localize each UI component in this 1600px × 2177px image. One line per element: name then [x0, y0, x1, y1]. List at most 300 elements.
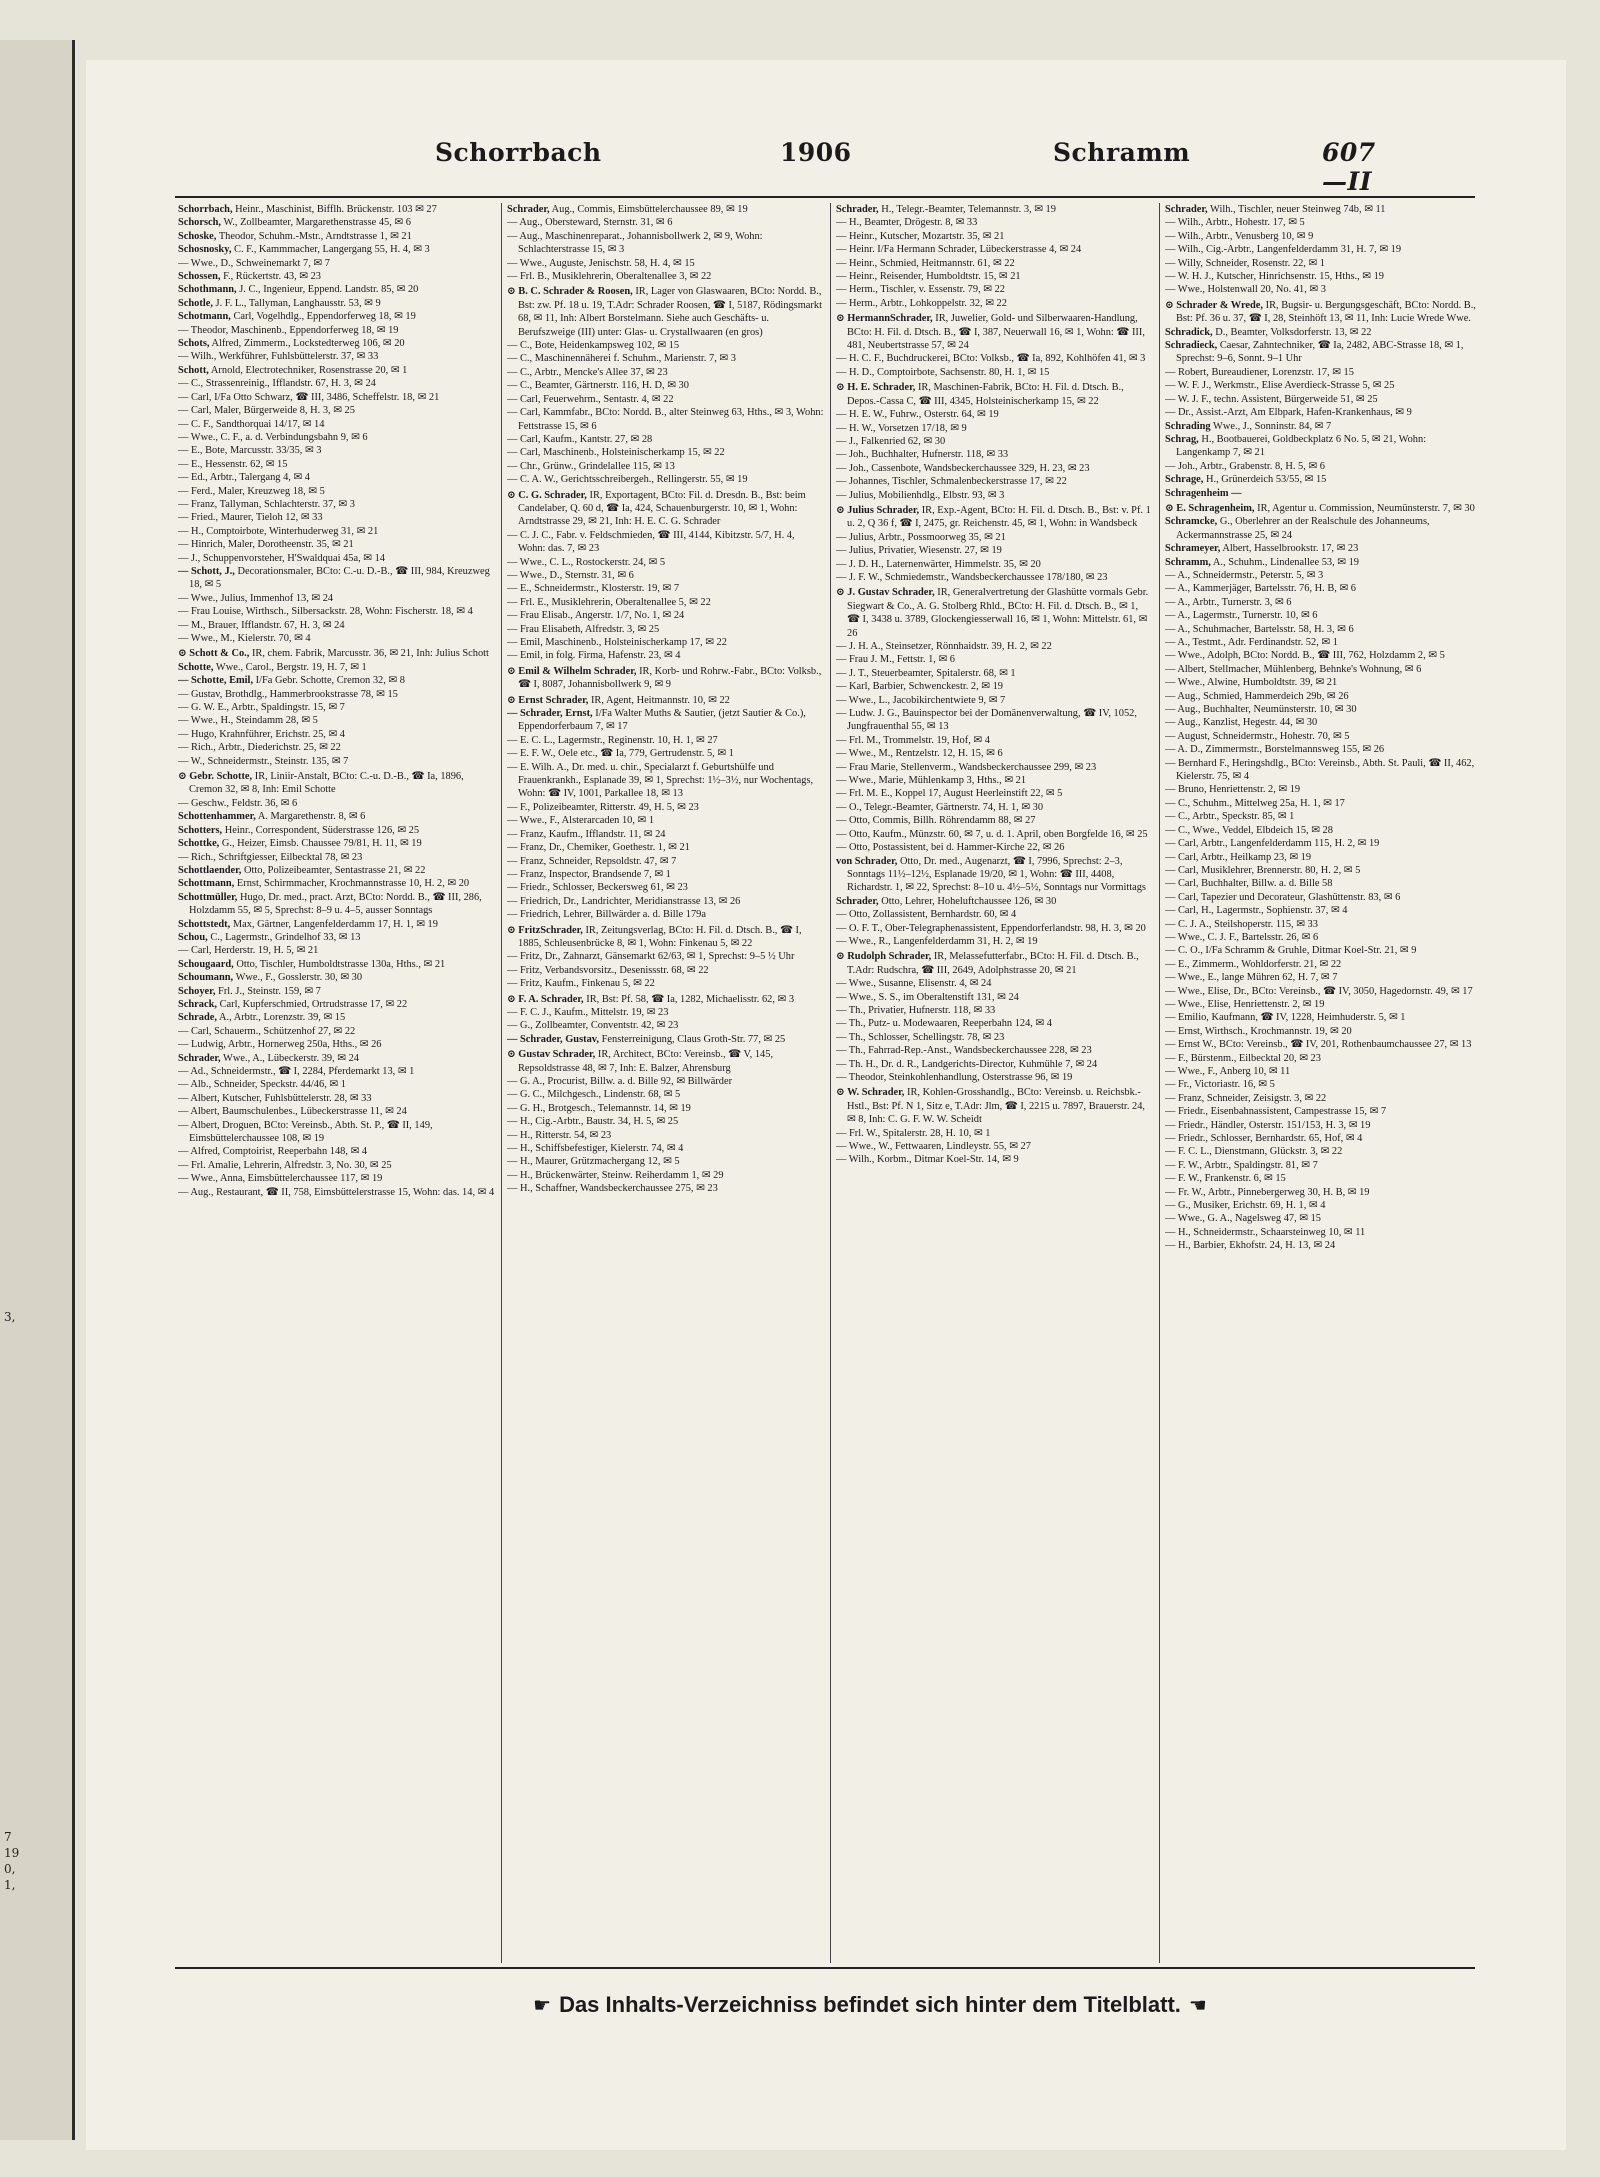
entry-details: — Karl, Barbier, Schwenckestr. 2, ✉ 19 [836, 681, 1003, 693]
entry-name: ⊙ Gustav Schrader, [507, 1049, 596, 1061]
entry-details: — G. A., Procurist, Billw. a. d. Bille 92, ✉ Billwärder [507, 1076, 733, 1087]
entry-details: — Rich., Schriftgiesser, Eilbecktal 78, ✉ 23 [178, 851, 363, 863]
directory-entry [1165, 636, 1482, 649]
entry-details: A., Arbtr., Lorenzstr. 39, ✉ 15 [219, 1012, 346, 1024]
directory-entry [1165, 931, 1482, 944]
entry-name: Schossen, [178, 271, 221, 283]
entry-details: — F., Polizeibeamter, Ritterstr. 49, H. 5, ✉ 23 [507, 801, 699, 813]
entry-details: Aug., Commis, Eimsbüttelerchaussee 89, ✉ 19 [551, 204, 748, 215]
directory-entry [178, 864, 495, 877]
directory-entry [836, 230, 1153, 243]
entry-details: — C., Schuhm., Mittelweg 25a, H. 1, ✉ 17 [1165, 797, 1345, 809]
pointing-hand-right-icon: ☛ [533, 1995, 552, 2017]
entry-details: — Julius, Arbtr., Possmoorweg 35, ✉ 21 [836, 531, 1006, 543]
directory-entry [836, 504, 1153, 531]
directory-entry [836, 381, 1153, 408]
directory-entry [1165, 998, 1482, 1011]
directory-entry [836, 787, 1153, 800]
entry-name: Schoske, [178, 230, 217, 242]
directory-entry [1165, 1226, 1482, 1239]
entry-name: — Schrader, Ernst, [507, 708, 593, 720]
directory-entry [178, 851, 495, 864]
directory-entry [1165, 623, 1482, 636]
entry-details: — Albert, Kutscher, Fuhlsbüttelerstr. 28, ✉ 33 [178, 1092, 372, 1104]
directory-entry [836, 203, 1153, 216]
directory-entry [178, 605, 495, 618]
entry-name: Schrader, [507, 204, 550, 215]
directory-entry [507, 1115, 824, 1128]
entry-details: — Wilh., Korbm., Ditmar Koel-Str. 14, ✉ 9 [836, 1154, 1019, 1166]
entry-details: — Ludw. J. G., Bauinspector bei der Domänenverwaltung, ☎ IV, 1052, Jungfrauenthal 55, ✉ 13 [836, 708, 1137, 733]
entry-details: — Fried., Maurer, Tieloh 12, ✉ 33 [178, 512, 323, 524]
entry-details: — Carl, Feuerwehrm., Sentastr. 4, ✉ 22 [507, 393, 674, 405]
directory-entry [1165, 985, 1482, 998]
entry-name: Schorrbach, [178, 204, 233, 215]
directory-entry [178, 444, 495, 457]
entry-details: — Th., Fahrrad-Rep.-Anst., Wandsbeckerchaussee 228, ✉ 23 [836, 1045, 1092, 1057]
directory-entry [507, 285, 824, 339]
directory-entry [178, 1038, 495, 1051]
entry-name: Schottenhammer, [178, 811, 256, 823]
directory-entry [836, 1071, 1153, 1084]
entry-details: Max, Gärtner, Langenfelderdamm 17, H. 1, ✉ 19 [232, 918, 438, 930]
entry-name: Schotle, [178, 297, 213, 309]
directory-entry [836, 1140, 1153, 1153]
entry-details: — C. J. C., Fabr. v. Feldschmieden, ☎ III, 4144, Kibitzstr. 5/7, H. 4, Wohn: das. 7, ✉ 23 [507, 529, 795, 555]
entry-details: — Emilio, Kaufmann, ☎ IV, 1228, Heimhuderstr. 5, ✉ 1 [1165, 1012, 1406, 1024]
entry-details: — Otto, Kaufm., Münzstr. 60, ✉ 7, u. d. 1. April, oben Borgfelde 16, ✉ 25 [836, 828, 1148, 840]
entry-details: — Emil, Maschinenb., Holsteinischerkamp 17, ✉ 22 [507, 637, 727, 648]
entry-name: ⊙ Gebr. Schotte, [178, 771, 253, 783]
entry-details: C., Lagermstr., Grindelhof 33, ✉ 13 [210, 931, 361, 943]
entry-details: — H. D., Comptoirbote, Sachsenstr. 80, H. 1, ✉ 15 [836, 366, 1050, 378]
entry-details: — C., Strassenreinig., Ifflandstr. 67, H. 3, ✉ 24 [178, 378, 376, 390]
previous-page-edge [0, 40, 75, 2140]
entry-details: — Wwe., E., lange Mühren 62, H. 7, ✉ 7 [1165, 972, 1338, 984]
entry-details: — Wwe., D., Sternstr. 31, ✉ 6 [507, 569, 634, 581]
directory-entry [836, 352, 1153, 365]
entry-name: Schrader, [1165, 204, 1208, 215]
entry-details: — G. C., Milchgesch., Lindenstr. 68, ✉ 5 [507, 1089, 681, 1101]
entry-details: Arnold, Electrotechniker, Rosenstrasse 20, ✉ 1 [210, 364, 408, 376]
footer-note [420, 1992, 1320, 2018]
directory-entry [178, 1078, 495, 1091]
entry-details: — C., Arbtr., Mencke's Allee 37, ✉ 23 [507, 366, 668, 378]
entry-details: — F. W., Frankenstr. 6, ✉ 15 [1165, 1173, 1286, 1185]
directory-entry [178, 1052, 495, 1065]
entry-details: Decorationsmaler, BCto: C.-u. D.-B., ☎ III, 984, Kreuzweg 18, ✉ 5 [189, 565, 490, 591]
directory-entry [507, 950, 824, 963]
entry-details: IR, Architect, BCto: Vereinsb., ☎ V, 145, Repsoldstrasse 48, ✉ 7, Inh: E. Balzer, Ahrensburg [518, 1049, 774, 1074]
directory-entry [836, 1127, 1153, 1140]
entry-details: — H. C. F., Buchdruckerei, BCto: Volksb., ☎ Ia, 892, Kohlhöfen 41, ✉ 3 [836, 353, 1146, 365]
directory-entry [507, 1033, 824, 1046]
entry-details: — Franz, Schneider, Zeisigstr. 3, ✉ 22 [1165, 1092, 1327, 1104]
directory-entry [836, 257, 1153, 270]
entry-name: Schotters, [178, 824, 223, 836]
directory-entry [1165, 596, 1482, 609]
entry-details: — Joh., Arbtr., Grabenstr. 8, H. 5, ✉ 6 [1165, 460, 1325, 472]
entry-details: — Franz, Tallyman, Schlachterstr. 37, ✉ 3 [178, 498, 355, 510]
directory-entry [178, 243, 495, 256]
directory-entry [1165, 556, 1482, 569]
pointing-hand-left-icon: ☚ [1188, 1995, 1207, 2017]
directory-entry [178, 770, 495, 797]
directory-entry [836, 571, 1153, 584]
directory-entry [507, 257, 824, 270]
directory-entry [1165, 299, 1482, 326]
directory-entry [178, 1186, 495, 1199]
entry-details: — Frau Elisabeth, Alfredstr. 3, ✉ 25 [507, 623, 660, 635]
directory-entry [178, 688, 495, 701]
entry-details: — Frl. Amalie, Lehrerin, Alfredstr. 3, No. 30, ✉ 25 [178, 1159, 392, 1171]
entry-name: Schott, [178, 364, 209, 376]
entry-details: — Wwe., Elise, Henriettenstr. 2, ✉ 19 [1165, 998, 1325, 1010]
directory-entry [178, 755, 495, 768]
directory-entry [178, 1119, 495, 1146]
entry-details: IR, Exp.-Agent, BCto: H. Fil. d. Dtsch. B., Bst: v. Pf. 1 u. 2, Q 36 f, ☎ I, 2475, gr. Reichenstr. 45, ✉ 1, Wohn: in Wandsbeck [847, 504, 1151, 530]
entry-details: — Frau Marie, Stellenverm., Wandsbeckerchaussee 299, ✉ 23 [836, 761, 1097, 773]
entry-details: — C., Wwe., Veddel, Elbdeich 15, ✉ 28 [1165, 824, 1333, 836]
entry-details: — Wwe., R., Langenfelderdamm 31, H. 2, ✉ 19 [836, 935, 1038, 947]
directory-entry [178, 350, 495, 363]
entry-name: ⊙ F. A. Schrader, [507, 993, 584, 1005]
entry-details: — Franz, Kaufm., Ifflandstr. 11, ✉ 24 [507, 828, 666, 840]
directory-entry [836, 544, 1153, 557]
directory-entry [1165, 1011, 1482, 1024]
directory-entry [507, 694, 824, 707]
directory-entry [836, 814, 1153, 827]
directory-entry [836, 1058, 1153, 1071]
directory-entry [507, 665, 824, 692]
directory-entry [178, 701, 495, 714]
entry-details: — Wwe., F., Anberg 10, ✉ 11 [1165, 1066, 1291, 1077]
entry-details: — Heinr. I/Fa Hermann Schrader, Lübeckerstrasse 4, ✉ 24 [836, 244, 1082, 256]
directory-entry [1165, 542, 1482, 555]
entry-details: Caesar, Zahntechniker, ☎ Ia, 2482, ABC-Strasse 18, ✉ 1, Sprechst: 9–6, Sonnt. 9–1 Uhr [1176, 340, 1464, 365]
entry-details: — Carl, Maschinenb., Holsteinischerkamp 15, ✉ 22 [507, 447, 725, 459]
entry-name: ⊙ W. Schrader, [836, 1087, 905, 1099]
entry-details: — M., Brauer, Ifflandstr. 67, H. 3, ✉ 24 [178, 619, 345, 631]
entry-details: Alfred, Zimmerm., Lockstedterweg 106, ✉ 20 [211, 338, 405, 350]
entry-details: — Frau Louise, Wirthsch., Silbersackstr. 28, Wohn: Fischerstr. 18, ✉ 4 [178, 606, 473, 618]
directory-entry [836, 855, 1153, 895]
entry-name: Schrader, [836, 895, 879, 907]
column-divider [501, 203, 502, 1963]
entry-details: — C. F., Sandthorquai 14/17, ✉ 14 [178, 418, 325, 430]
directory-entry [178, 404, 495, 417]
directory-entry [178, 728, 495, 741]
directory-entry [178, 364, 495, 377]
entry-details: IR, Bst: Pf. 58, ☎ Ia, 1282, Michaelisstr. 62, ✉ 3 [586, 993, 795, 1005]
directory-entry [507, 1048, 824, 1075]
entry-name: Schottmüller, [178, 891, 238, 903]
header-last-name: Schramm [1053, 138, 1191, 167]
directory-entry [507, 352, 824, 365]
entry-details: Wwe., A., Lübeckerstr. 39, ✉ 24 [223, 1052, 360, 1064]
entry-details: — Frl. M. E., Koppel 17, August Heerleinstift 22, ✉ 5 [836, 788, 1063, 800]
directory-entry [1165, 609, 1482, 622]
entry-details: — G. H., Brotgesch., Telemannstr. 14, ✉ 19 [507, 1102, 691, 1114]
directory-entry [1165, 864, 1482, 877]
entry-details: Fensterreinigung, Claus Groth-Str. 77, ✉ 25 [601, 1033, 786, 1045]
entry-details: Wwe., F., Gosslerstr. 30, ✉ 30 [235, 972, 363, 984]
directory-entry [178, 1025, 495, 1038]
entry-name: ⊙ Schrader & Wrede, [1165, 299, 1263, 311]
directory-entry [1165, 703, 1482, 716]
directory-entry [836, 1017, 1153, 1030]
entry-details: IR, Lager von Glaswaaren, BCto: Nordd. B., Bst: zw. Pf. 18 u. 19, T.Adr: Schrader Roosen, ☎ I, 5187, Rödingsmarkt 68, ✉ 11, Inh: Albert Borstelmann. Siehe auch Geschäfts- u. Berufszweige (III) unter: Glas- u. Crystallwaaren (en gros) [518, 286, 822, 338]
directory-entry [1165, 783, 1482, 796]
directory-entry [1165, 1038, 1482, 1051]
directory-entry [178, 985, 495, 998]
directory-entry [178, 797, 495, 810]
entry-name: — Schott, J., [178, 565, 235, 577]
entry-details: — Friedrich, Lehrer, Billwärder a. d. Bille 179a [507, 909, 706, 921]
directory-entry [507, 433, 824, 446]
entry-name: Schoyer, [178, 985, 216, 997]
directory-entry [1165, 393, 1482, 406]
entry-details: — Wwe., Auguste, Jenischstr. 58, H. 4, ✉ 15 [507, 257, 695, 269]
entry-name: ⊙ E. Schragenheim, [1165, 502, 1255, 514]
entry-details: — Aug., Obersteward, Sternstr. 31, ✉ 6 [507, 217, 673, 229]
directory-entry [836, 801, 1153, 814]
directory-entry [836, 734, 1153, 747]
entry-details: Carl, Vogelhdlg., Eppendorferweg 18, ✉ 19 [233, 311, 416, 323]
directory-entry [178, 270, 495, 283]
entry-name: von Schrader, [836, 855, 898, 867]
entry-details: — Albert, Droguen, BCto: Vereinsb., Abth. St. P., ☎ II, 149, Eimsbüttelerchaussee 108, ✉ 19 [178, 1119, 433, 1145]
entry-details: — E. F. W., Oele etc., ☎ Ia, 779, Gertrudenstr. 5, ✉ 1 [507, 748, 734, 760]
entry-name: Schottstedt, [178, 918, 231, 930]
directory-entry [507, 203, 824, 216]
entry-details: — F., Bürstenm., Eilbecktal 20, ✉ 23 [1165, 1052, 1321, 1064]
entry-details: — Th., Schlosser, Schellingstr. 78, ✉ 23 [836, 1031, 1005, 1043]
entry-details: — E., Hessenstr. 62, ✉ 15 [178, 458, 288, 470]
entry-name: ⊙ Schott & Co., [178, 648, 250, 660]
entry-details: — Frl. W., Spitalerstr. 28, H. 10, ✉ 1 [836, 1127, 991, 1139]
directory-entry [836, 680, 1153, 693]
entry-details: — Otto, Commis, Billh. Röhrendamm 88, ✉ 27 [836, 815, 1036, 827]
entry-details: — H., Schaffner, Wandsbeckerchaussee 275, ✉ 23 [507, 1183, 718, 1195]
entry-name: Schrading [1165, 420, 1211, 432]
directory-entry [178, 741, 495, 754]
entry-details: — Wwe., Elise, Dr., BCto: Vereinsb., ☎ IV, 3050, Hagedornstr. 49, ✉ 17 [1165, 985, 1473, 997]
entry-details: IR, Bugsir- u. Bergungsgeschäft, BCto: Nordd. B., Bst: Pf. 36 u. 37, ☎ I, 28, Steinhöft 13, ✉ 11, Inh: Lucie Wrede Wwe. [1176, 299, 1476, 325]
directory-entry [1165, 797, 1482, 810]
directory-entry [178, 498, 495, 511]
entry-details: G., Heizer, Eimsb. Chaussee 79/81, H. 11, ✉ 19 [221, 838, 422, 850]
entry-details: — A., Kammerjäger, Bartelsstr. 76, H. B, ✉ 6 [1165, 583, 1356, 595]
entry-details: IR, Generalvertretung der Glashütte vormals Gebr. Siegwart & Co., A. G. Stolberg Rhld., BCto: H. Fil. d. Dtsch. B., ✉ 1, ☎ I, 3438 u. 3789, Glockengiesserwall 16, ✉ 1, Wohn: Mittelstr. 61, ✉ 26 [847, 587, 1149, 639]
entry-details: — W. H. J., Kutscher, Hinrichsenstr. 15, Hths., ✉ 19 [1165, 271, 1384, 283]
directory-entry [507, 649, 824, 662]
directory-entry [507, 1006, 824, 1019]
entry-name: Schrag, [1165, 433, 1199, 445]
entry-details: — Wilh., Arbtr., Hohestr. 17, ✉ 5 [1165, 217, 1305, 229]
directory-entry [1165, 649, 1482, 662]
entry-details: — Franz, Inspector, Brandsende 7, ✉ 1 [507, 868, 671, 880]
directory-entry [1165, 283, 1482, 296]
directory-entry [507, 529, 824, 556]
entry-details: — Th., Putz- u. Modewaaren, Reeperbahn 124, ✉ 4 [836, 1018, 1052, 1030]
directory-entry [1165, 1239, 1482, 1252]
column-divider [830, 203, 831, 1963]
directory-entry [507, 908, 824, 921]
entry-details: — Wwe., C. F., a. d. Verbindungsbahn 9, ✉ 6 [178, 431, 368, 443]
entry-details: — F. W., Arbtr., Spaldingstr. 81, ✉ 7 [1165, 1159, 1318, 1171]
directory-entry [178, 310, 495, 323]
entry-details: — H. W., Vorsetzen 17/18, ✉ 9 [836, 422, 967, 434]
entry-details: — Bruno, Henriettenstr. 2, ✉ 19 [1165, 784, 1301, 796]
entry-details: — Joh., Buchhalter, Hufnerstr. 118, ✉ 33 [836, 449, 1009, 461]
entry-details: — Bernhard F., Heringshdlg., BCto: Vereinsb., Abth. St. Pauli, ☎ II, 462, Kielerstr. 75, ✉ 4 [1165, 757, 1475, 783]
directory-entry [178, 538, 495, 551]
directory-entry [1165, 810, 1482, 823]
directory-entry [1165, 851, 1482, 864]
directory-entry [836, 216, 1153, 229]
entry-details: H., Bootbauerei, Goldbeckplatz 6 No. 5, ✉ 21, Wohn: Langenkamp 7, ✉ 21 [1176, 433, 1427, 459]
entry-details: — E., Bote, Marcusstr. 33/35, ✉ 3 [178, 445, 322, 457]
directory-entry [507, 270, 824, 283]
entry-details: — H., Brückenwärter, Steinw. Reiherdamm 1, ✉ 29 [507, 1169, 724, 1181]
entry-details: — O. F. T., Ober-Telegraphenassistent, Eppendorferlandstr. 98, H. 3, ✉ 20 [836, 922, 1146, 934]
entry-name: Schramm, [1165, 556, 1211, 568]
entry-details: — Aug., Buchhalter, Neumünsterstr. 10, ✉ 30 [1165, 704, 1357, 716]
entry-details: A., Schuhm., Lindenallee 53, ✉ 19 [1212, 556, 1359, 568]
directory-entry [836, 667, 1153, 680]
entry-details: — Julius, Mobilienhdlg., Elbstr. 93, ✉ 3 [836, 489, 1005, 501]
directory-entry [1165, 743, 1482, 756]
entry-details: Otto, Polizeibeamter, Sentastrasse 21, ✉ 22 [244, 864, 426, 876]
entry-details: — W. J. F., techn. Assistent, Bürgerweide 51, ✉ 25 [1165, 393, 1378, 405]
directory-entry [178, 714, 495, 727]
directory-entry [1165, 663, 1482, 676]
entry-details: — Fritz, Dr., Zahnarzt, Gänsemarkt 62/63, ✉ 1, Sprechst: 9–5 ½ Uhr [507, 951, 795, 963]
entry-details: — Carl, Arbtr., Heilkamp 23, ✉ 19 [1165, 851, 1312, 863]
directory-entry [507, 1169, 824, 1182]
directory-entry [1165, 1092, 1482, 1105]
entry-details: — H., Schneidermstr., Schaarsteinweg 10, ✉ 11 [1165, 1226, 1366, 1238]
directory-entry [1165, 1052, 1482, 1065]
directory-entry [1165, 1172, 1482, 1185]
directory-entry [836, 422, 1153, 435]
entry-details: Wwe., J., Sonninstr. 84, ✉ 7 [1213, 420, 1332, 432]
entry-details: — J., Falkenried 62, ✉ 30 [836, 435, 946, 447]
directory-entry [1165, 1132, 1482, 1145]
directory-entry [507, 1019, 824, 1032]
directory-entry [178, 1159, 495, 1172]
directory-entry [507, 761, 824, 801]
entry-details: — Wilh., Arbtr., Venusberg 10, ✉ 9 [1165, 230, 1314, 242]
entry-details: — Johannes, Tischler, Schmalenbeckerstrasse 17, ✉ 22 [836, 476, 1067, 488]
directory-entry [178, 565, 495, 592]
entry-details: F., Rückertstr. 43, ✉ 23 [223, 271, 321, 283]
entry-details: Otto, Dr. med., Augenarzt, ☎ I, 7996, Sprechst: 2–3, Sonntags 11½–12½, Esplanade 19/20, ✉ 1, Wohn: ☎ III, 4408, Richardstr. 1, ✉ 22, Sprechst: 8–10 u. 4½–5½, Sonntags nur Vormittags [847, 855, 1146, 894]
directory-entry [1165, 230, 1482, 243]
directory-entry [1165, 824, 1482, 837]
directory-entry [836, 707, 1153, 734]
directory-entry [507, 993, 824, 1006]
directory-entry [1165, 891, 1482, 904]
entry-details: — Rich., Arbtr., Diederichstr. 25, ✉ 22 [178, 742, 341, 754]
directory-entry [836, 586, 1153, 640]
directory-entry [178, 471, 495, 484]
directory-entry [178, 324, 495, 337]
entry-details: — Th., Privatier, Hufnerstr. 118, ✉ 33 [836, 1004, 996, 1016]
directory-entry [836, 1044, 1153, 1057]
directory-entry [178, 203, 495, 216]
directory-entry [836, 475, 1153, 488]
margin-fragment: 19 [4, 1846, 20, 1860]
entry-details: — F. C. L., Dienstmann, Glückstr. 3, ✉ 22 [1165, 1146, 1343, 1158]
entry-details: — Ferd., Maler, Kreuzweg 18, ✉ 5 [178, 485, 325, 497]
directory-entry [1165, 1105, 1482, 1118]
directory-entry [178, 619, 495, 632]
entry-details: — Wilh., Werkführer, Fuhlsbüttelerstr. 37, ✉ 33 [178, 351, 379, 363]
entry-details: IR, chem. Fabrik, Marcusstr. 36, ✉ 21, Inh: Julius Schott [251, 648, 489, 660]
entry-details: Hugo, Dr. med., pract. Arzt, BCto: Nordd. B., ☎ III, 286, Holzdamm 55, ✉ 5, Sprechst: 8–9 u. 4–5, ausser Sonntags [189, 891, 482, 917]
entry-details: — Wwe., Susanne, Elisenstr. 4, ✉ 24 [836, 978, 992, 990]
directory-entry [178, 1065, 495, 1078]
entry-details: — A., Testmt., Adr. Ferdinandstr. 52, ✉ 1 [1165, 637, 1338, 648]
directory-entry [178, 1011, 495, 1024]
entry-details: — Th. H., Dr. d. R., Landgerichts-Director, Kuhmühle 7, ✉ 24 [836, 1058, 1098, 1070]
entry-name: Schotmann, [178, 311, 231, 323]
entry-name: Schotte, [178, 661, 214, 673]
entry-details: — H., Maurer, Grützmachergang 12, ✉ 5 [507, 1156, 680, 1168]
entry-details: — Hinrich, Maler, Dorotheenstr. 35, ✉ 21 [178, 539, 354, 551]
entry-details: — Carl, Kaufm., Kantstr. 27, ✉ 28 [507, 433, 653, 445]
entry-details: — Fr., Victoriastr. 16, ✉ 5 [1165, 1079, 1275, 1091]
directory-entry [507, 473, 824, 486]
directory-entry [507, 841, 824, 854]
entry-details: — Ernst W., BCto: Vereinsb., ☎ IV, 201, Rothenbaumchaussee 27, ✉ 13 [1165, 1039, 1472, 1051]
directory-entry [507, 636, 824, 649]
entry-name: Schrade, [178, 1012, 217, 1024]
directory-entry [507, 924, 824, 951]
directory-entry [836, 283, 1153, 296]
directory-entry [836, 977, 1153, 990]
directory-entry [507, 1075, 824, 1088]
directory-entry [1165, 1199, 1482, 1212]
directory-entry [836, 640, 1153, 653]
entry-name: Schougaard, [178, 958, 234, 970]
entry-details: — E. Wilh. A., Dr. med. u. chir., Specialarzt f. Geburtshülfe und Frauenkrankh., Esplanade 39, ✉ 1, Sprechst: 1½–3½, nur Wochentags, Wohn: ☎ IV, 1001, Parkallee 18, ✉ 13 [507, 761, 814, 800]
directory-entry [178, 674, 495, 687]
entry-details: — W., Schneidermstr., Steinstr. 135, ✉ 7 [178, 755, 349, 767]
entry-details: G., Oberlehrer an der Realschule des Johanneums, Ackermannstrasse 25, ✉ 24 [1176, 516, 1430, 541]
entry-details: — Alfred, Comptoirist, Reeperbahn 148, ✉ 4 [178, 1146, 368, 1158]
directory-entry [178, 877, 495, 890]
entry-details: — Dr., Assist.-Arzt, Am Elbpark, Hafen-Krankenhaus, ✉ 9 [1165, 407, 1412, 419]
entry-details: — A., Arbtr., Turnerstr. 3, ✉ 6 [1165, 596, 1292, 608]
entry-name: ⊙ Julius Schrader, [836, 504, 920, 516]
column-divider [1159, 203, 1160, 1963]
entry-details: — Joh., Cassenbote, Wandsbeckerchaussee 329, H. 23, ✉ 23 [836, 462, 1090, 474]
entry-details: — Willy, Schneider, Rosenstr. 22, ✉ 1 [1165, 257, 1325, 269]
entry-name: Schothmann, [178, 284, 237, 296]
directory-entry [1165, 1119, 1482, 1132]
entry-details: — Aug., Kanzlist, Hegestr. 44, ✉ 30 [1165, 717, 1318, 729]
directory-entry [1165, 1065, 1482, 1078]
entry-details: D., Beamter, Volksdorferstr. 13, ✉ 22 [1215, 326, 1372, 338]
entry-details: — Friedr., Händler, Osterstr. 151/153, H. 3, ✉ 19 [1165, 1119, 1371, 1131]
entry-details: — Wwe., L., Jacobikirchentwiete 9, ✉ 7 [836, 694, 1006, 706]
entry-details: — Robert, Bureaudiener, Lorenzstr. 17, ✉ 15 [1165, 366, 1354, 378]
directory-entry [836, 922, 1153, 935]
directory-entry [836, 558, 1153, 571]
